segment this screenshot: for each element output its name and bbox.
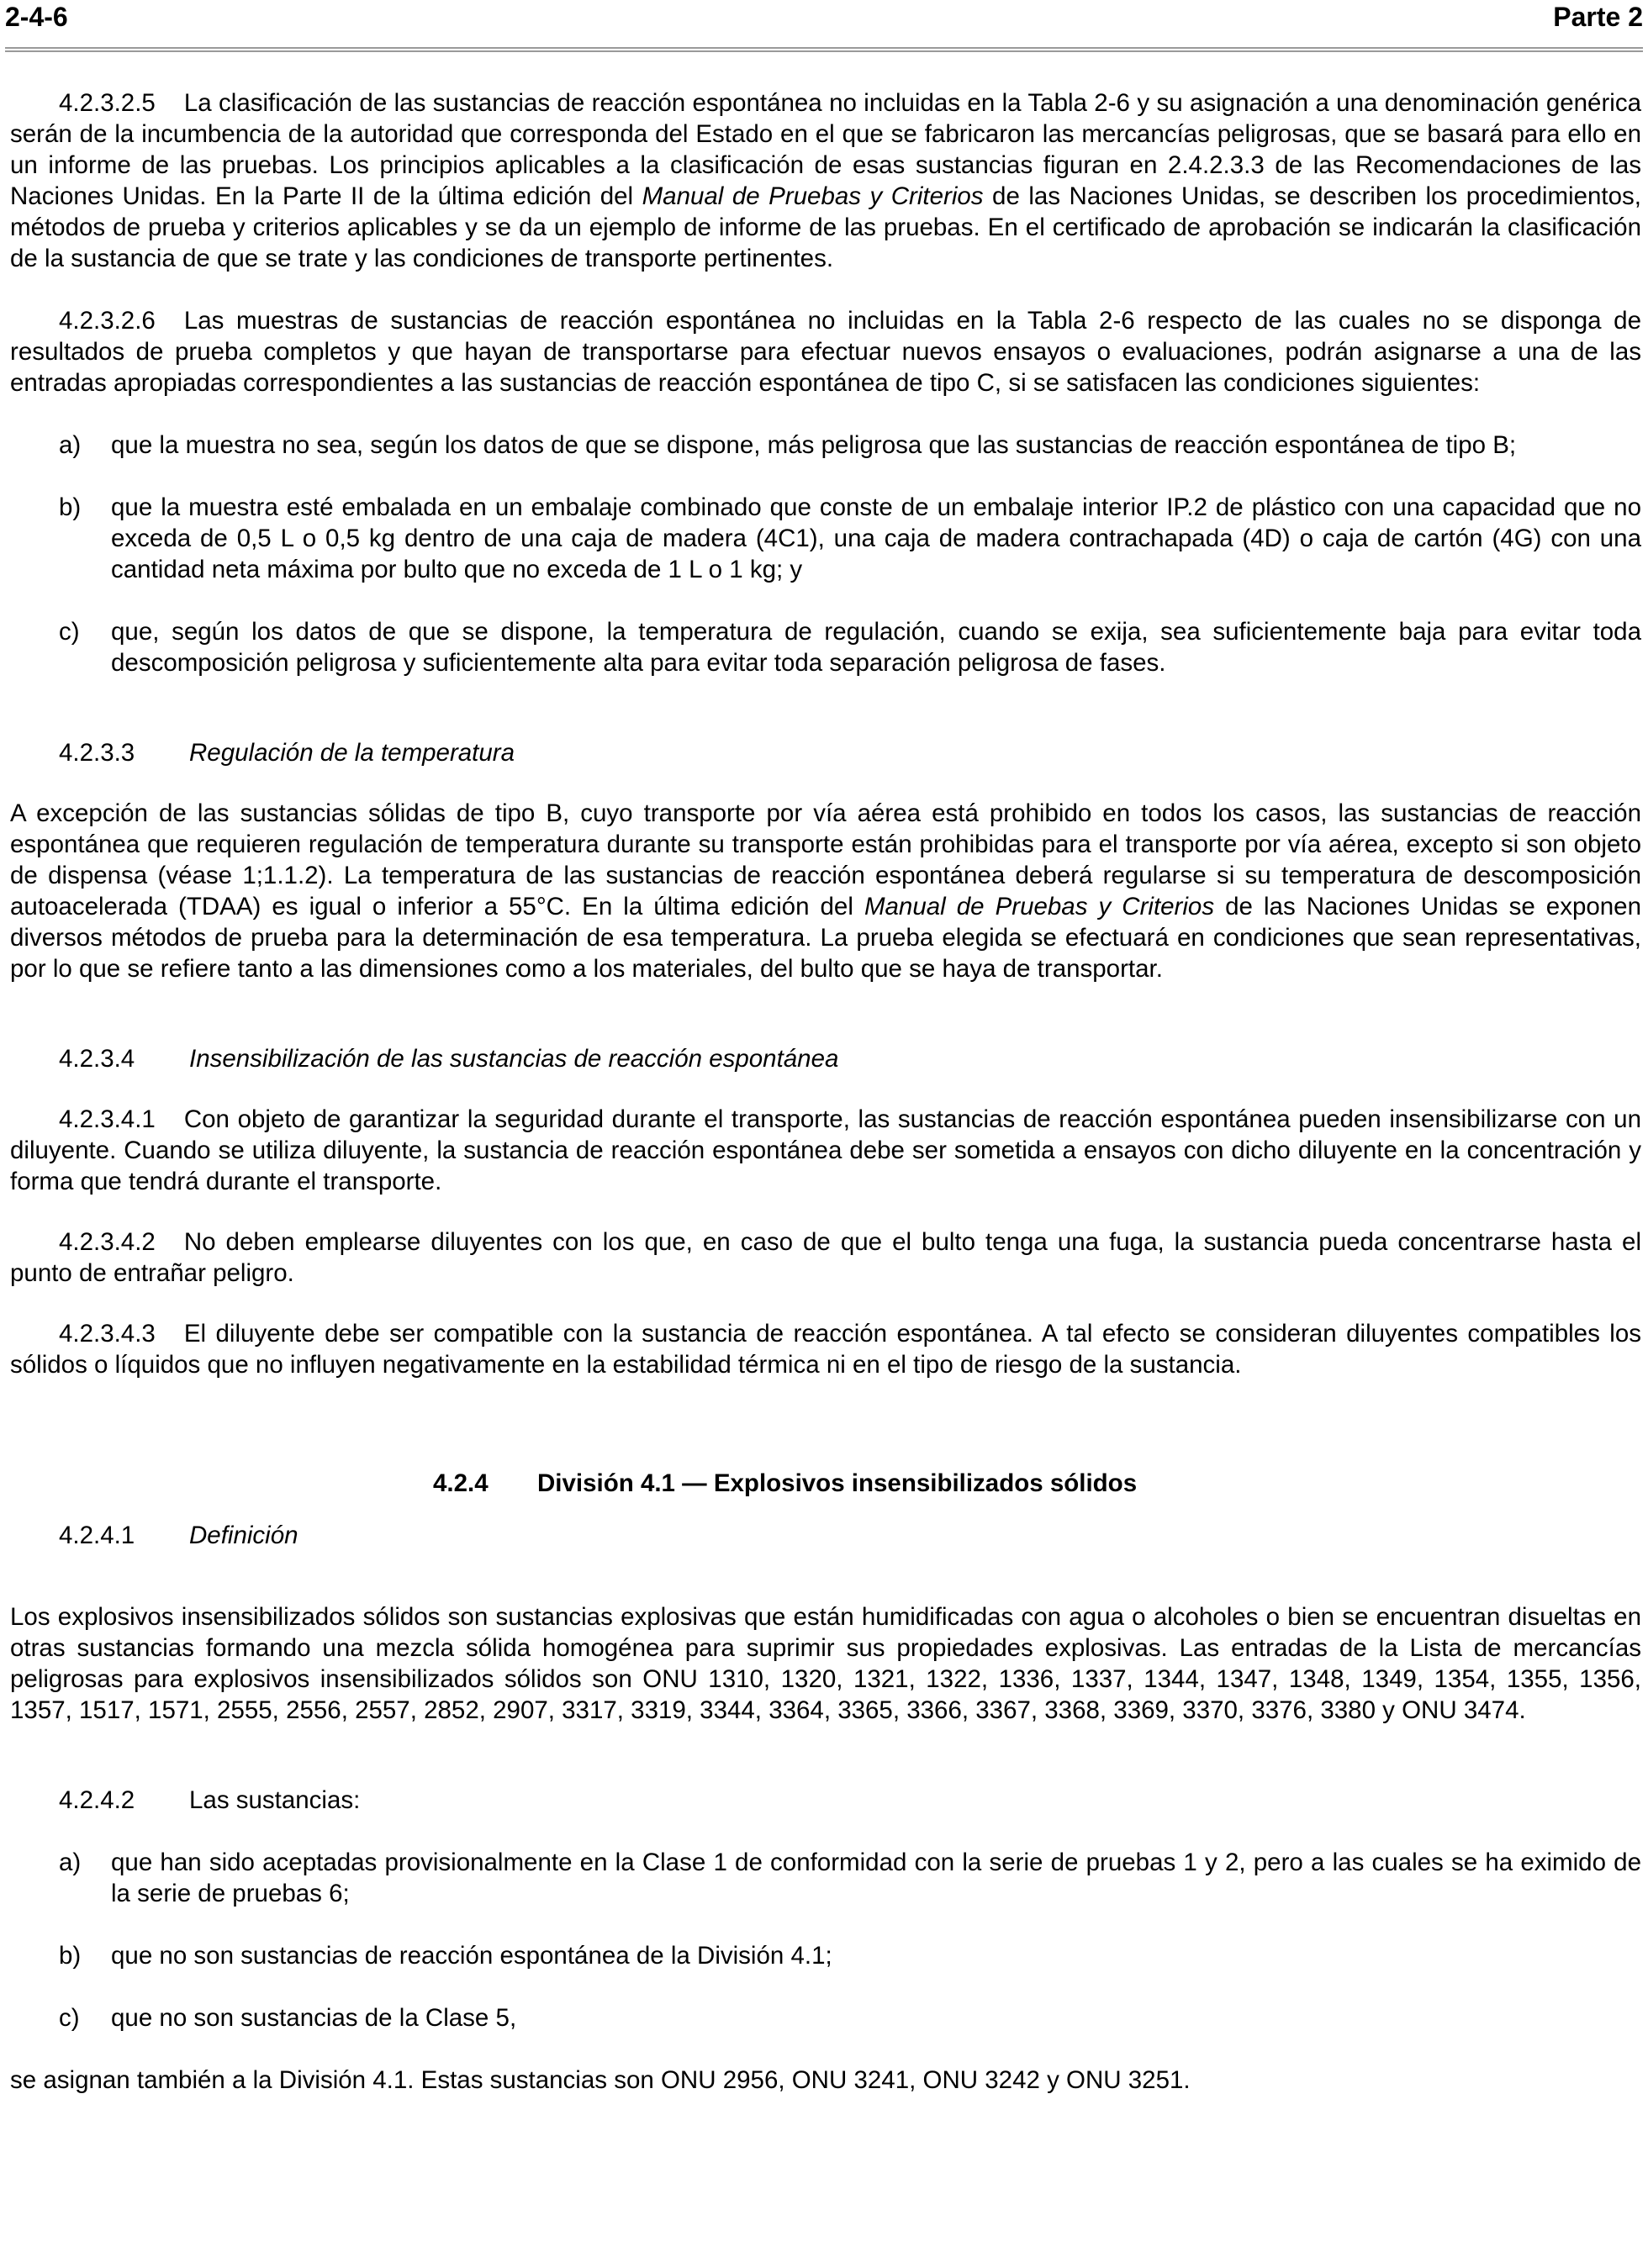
paragraph-text-continued: de las Naciones Unidas, se describen los procedimientos, métodos de prueba y criterios aplicables y se da un ejemplo de informe de las pruebas. En el certificado de aprobación se indicarán la clasificación de la sustancia de que se trate y las condiciones de transporte pertinentes.	[10, 182, 1641, 272]
paragraph-4-2-3-2-5	[10, 87, 1641, 274]
section-heading-4-2-3-4	[59, 1043, 1641, 1074]
paragraph-number: 4.2.3.4.2	[59, 1228, 156, 1256]
paragraph-closing	[10, 2065, 1641, 2096]
document-body	[10, 87, 1641, 2096]
list-marker: c)	[59, 618, 80, 646]
list-marker: a)	[59, 431, 82, 459]
list-marker: b)	[59, 1942, 82, 1970]
paragraph-text: se asignan también a la División 4.1. Estas sustancias son ONU 2956, ONU 3241, ONU 3242 y ONU 3251.	[10, 2066, 1191, 2094]
section-title: Regulación de la temperatura	[189, 739, 515, 767]
paragraph-text: A excepción de las sustancias sólidas de tipo B, cuyo transporte por vía aérea está prohibido en todos los casos, las sustancias de reacción espontánea que requieren regulación de temperatura durante su transporte están prohibidas para el transporte por vía aérea, excepto si son objeto de dispensa (véase 1;1.1.2). La temperatura de las sustancias de reacción espontánea deberá regularse si su temperatura de descomposición autoacelerada (TDAA) es igual o inferior a 55°C. En la última edición del	[10, 799, 1641, 920]
list-item-text: que la muestra esté embalada en un embalaje combinado que conste de un embalaje interior IP.2 de plástico con una capacidad que no exceda de 0,5 L o 0,5 kg dentro de una caja de madera (4C1), una caja de madera contrachapada (4D) o caja de cartón (4G) con una cantidad neta máxima por bulto que no exceda de 1 L o 1 kg; y	[111, 493, 1641, 583]
section-heading-4-2-3-3	[59, 737, 1641, 768]
paragraph-text-continued: de las Naciones Unidas se exponen diversos métodos de prueba para la determinación de esa temperatura. La prueba elegida se efectuará en condiciones que sean representativas, por lo que se refiere tanto a las dimensiones como a los materiales, del bulto que se haya de transportar.	[10, 893, 1641, 983]
section-title: División 4.1 — Explosivos insensibilizados sólidos	[537, 1469, 1138, 1497]
list-item-text: que no son sustancias de la Clase 5,	[111, 2004, 517, 2032]
subsection-heading-4-2-4-1	[59, 1520, 298, 1551]
list-item	[10, 1847, 1641, 1909]
section-title: Definición	[189, 1522, 298, 1549]
page-number: 2-4-6	[5, 2, 68, 32]
section-4-2-4-header	[10, 1468, 1641, 1572]
list-item	[10, 492, 1641, 585]
list-item-text: que, según los datos de que se dispone, la temperatura de regulación, cuando se exija, sea suficientemente baja para evitar toda descomposición peligrosa y suficientemente alta para evitar toda separación peligrosa de fases.	[111, 618, 1641, 677]
subsection-heading-4-2-4-2	[59, 1785, 1641, 1816]
list-item	[10, 2002, 1641, 2033]
paragraph-text: Con objeto de garantizar la seguridad durante el transporte, las sustancias de reacción espontánea pueden insensibilizarse con un diluyente. Cuando se utiliza diluyente, la sustancia de reacción espontánea debe ser sometida a ensayos con dicho diluyente en la concentración y forma que tendrá durante el transporte.	[10, 1105, 1641, 1195]
section-number: 4.2.4.2	[59, 1786, 135, 1814]
paragraph-number: 4.2.3.4.3	[59, 1320, 156, 1348]
list-item-text: que han sido aceptadas provisionalmente en la Clase 1 de conformidad con la serie de pruebas 1 y 2, pero a las cuales se ha eximido de la serie de pruebas 6;	[111, 1849, 1641, 1907]
section-title: Las sustancias:	[189, 1786, 361, 1814]
paragraph-text: Las muestras de sustancias de reacción espontánea no incluidas en la Tabla 2-6 respecto de las cuales no se disponga de resultados de prueba completos y que hayan de transportarse para efectuar nuevos ensayos o evaluaciones, podrán asignarse a una de las entradas apropiadas correspondientes a las sustancias de reacción espontánea de tipo C, si se satisfacen las condiciones siguientes:	[10, 307, 1641, 397]
paragraph-text: El diluyente debe ser compatible con la sustancia de reacción espontánea. A tal efecto se consideran diluyentes compatibles los sólidos o líquidos que no influyen negativamente en la estabilidad térmica ni en el tipo de riesgo de la sustancia.	[10, 1320, 1641, 1379]
list-item-text: que la muestra no sea, según los datos de que se dispone, más peligrosa que las sustancias de reacción espontánea de tipo B;	[111, 431, 1517, 459]
list-marker: a)	[59, 1849, 82, 1876]
section-number: 4.2.4.1	[59, 1522, 135, 1549]
publication-title: Manual de Pruebas y Criterios	[642, 182, 984, 210]
section-title: Insensibilización de las sustancias de reacción espontánea	[189, 1045, 839, 1073]
paragraph-text: Los explosivos insensibilizados sólidos son sustancias explosivas que están humidificadas con agua o alcoholes o bien se encuentran disueltas en otras sustancias formando una mezcla sólida homogénea para suprimir sus propiedades explosivas. Las entradas de la Lista de mercancías peligrosas para explosivos insensibilizados sólidos son ONU 1310, 1320, 1321, 1322, 1336, 1337, 1344, 1347, 1348, 1349, 1354, 1355, 1356, 1357, 1517, 1571, 2555, 2556, 2557, 2852, 2907, 3317, 3319, 3344, 3364, 3365, 3366, 3367, 3368, 3369, 3370, 3376, 3380 y ONU 3474.	[10, 1603, 1641, 1724]
list-item	[10, 430, 1641, 461]
header-divider	[5, 47, 1643, 52]
section-heading-4-2-4	[433, 1468, 1137, 1499]
part-label: Parte 2	[1553, 2, 1643, 32]
paragraph-text: No deben emplearse diluyentes con los que, en caso de que el bulto tenga una fuga, la sustancia pueda concentrarse hasta el punto de entrañar peligro.	[10, 1228, 1641, 1287]
list-item	[10, 616, 1641, 678]
section-number: 4.2.3.4	[59, 1045, 135, 1073]
paragraph-4-2-3-2-6	[10, 305, 1641, 398]
list-item-text: que no son sustancias de reacción espontánea de la División 4.1;	[111, 1942, 832, 1970]
section-number: 4.2.3.3	[59, 739, 135, 767]
paragraph-4-2-3-4-3	[10, 1318, 1641, 1380]
list-item	[10, 1940, 1641, 1971]
section-number: 4.2.4	[433, 1469, 489, 1497]
paragraph-text: La clasificación de las sustancias de reacción espontánea no incluidas en la Tabla 2-6 y su asignación a una denominación genérica serán de la incumbencia de la autoridad que corresponda del Estado en el que se fabricaron las mercancías peligrosas, que se basará para ello en un informe de las pruebas. Los principios aplicables a la clasificación de esas sustancias figuran en 2.4.2.3.3 de las Recomendaciones de las Naciones Unidas. En la Parte II de la última edición del	[10, 89, 1641, 210]
paragraph-definition	[10, 1601, 1641, 1726]
paragraph-number: 4.2.3.2.5	[59, 89, 156, 117]
list-marker: b)	[59, 493, 82, 521]
paragraph-number: 4.2.3.4.1	[59, 1105, 156, 1133]
paragraph-temperature-regulation	[10, 798, 1641, 984]
paragraph-4-2-3-4-2	[10, 1226, 1641, 1289]
paragraph-number: 4.2.3.2.6	[59, 307, 156, 335]
publication-title: Manual de Pruebas y Criterios	[864, 893, 1215, 920]
list-marker: c)	[59, 2004, 80, 2032]
paragraph-4-2-3-4-1	[10, 1104, 1641, 1197]
page-header	[5, 0, 1643, 44]
